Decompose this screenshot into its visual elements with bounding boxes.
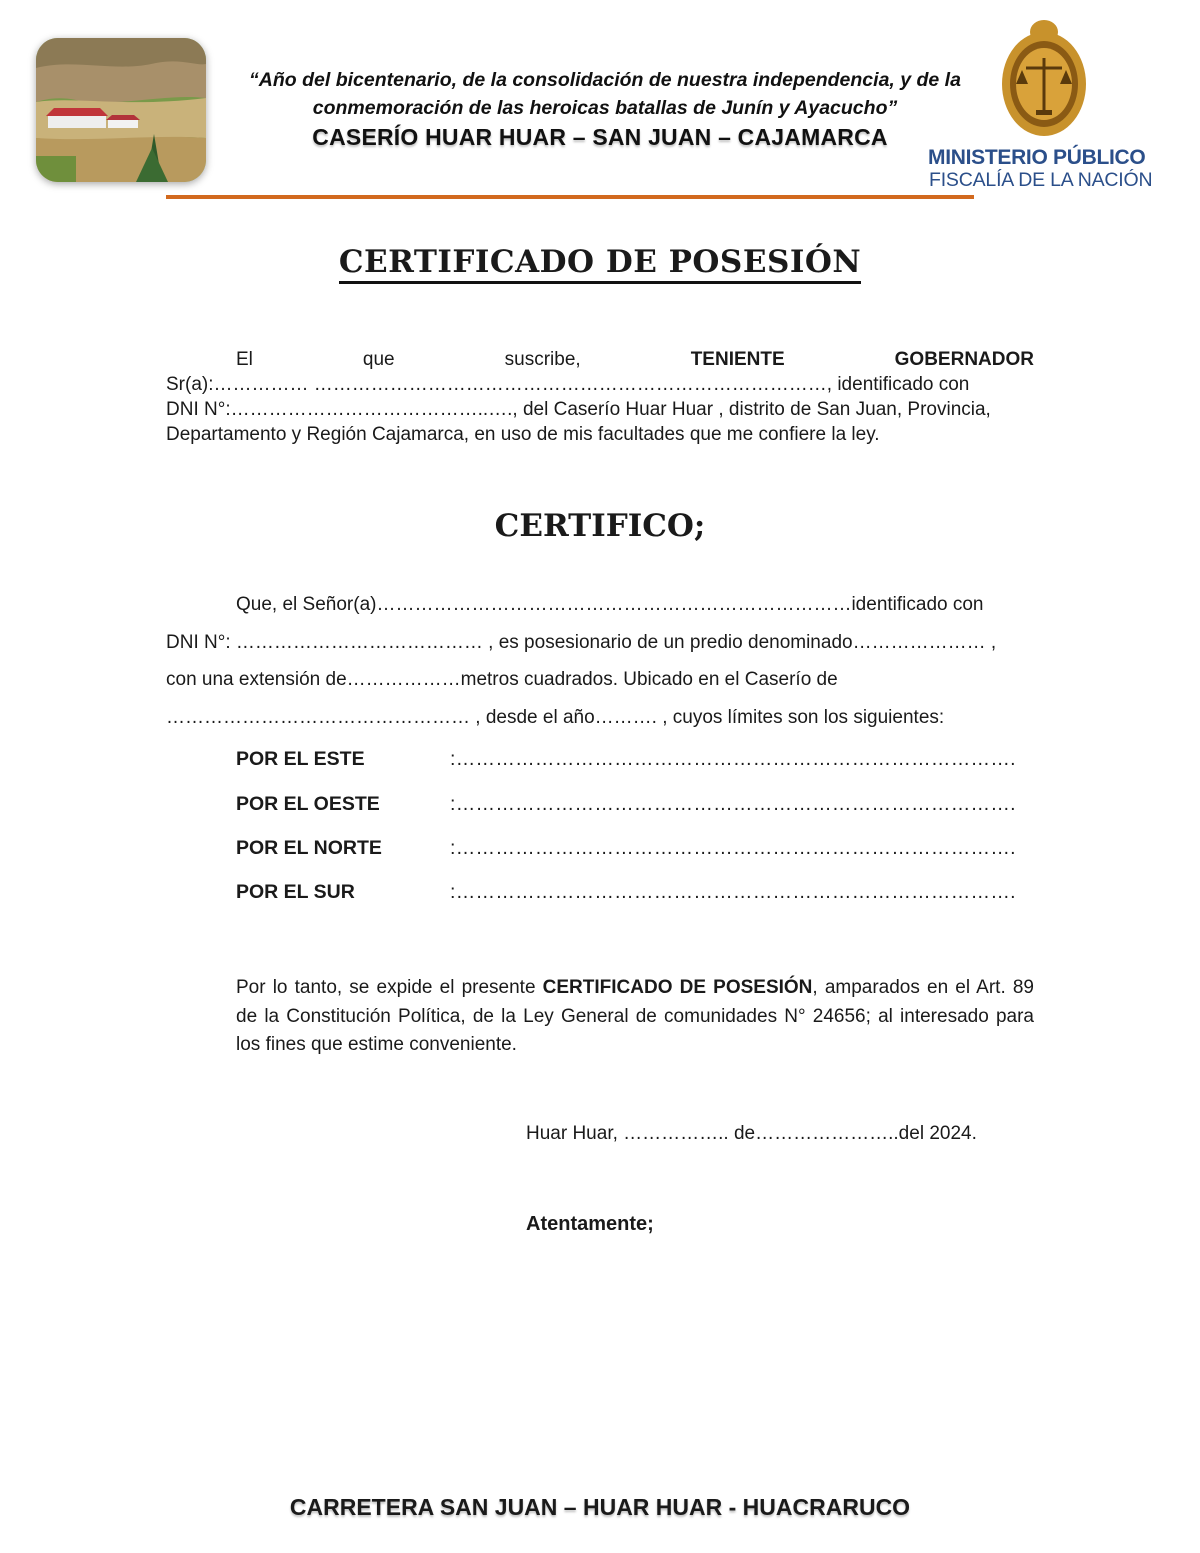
closing-pre: Por lo tanto, se expide el presente: [236, 977, 543, 998]
document-title-text: CERTIFICADO DE POSESIÓN: [339, 244, 861, 284]
year-motto: [205, 66, 1005, 122]
intro-word: suscribe,: [504, 349, 581, 370]
boundary-row-west: [236, 793, 1036, 823]
intro-word-bold: GOBERNADOR: [894, 349, 1034, 370]
ministerio-publico-seal-icon: [998, 14, 1090, 138]
boundary-row-east: [236, 748, 1036, 778]
date-line: Huar Huar, …………….. de…………………..del 2024.: [526, 1123, 977, 1144]
intro-paragraph: [166, 347, 1034, 447]
certifico-heading: CERTIFICO;: [494, 508, 706, 544]
intro-line-4: Departamento y Región Cajamarca, en uso de mis facultades que me confiere la ley.: [166, 424, 880, 445]
intro-line-3: DNI N°:…………………………………..…., del Caserío Huar Huar , distrito de San Juan, Provincia,: [166, 399, 991, 420]
boundary-label: POR EL OESTE: [236, 793, 380, 815]
intro-word: que: [362, 349, 395, 370]
boundary-row-north: [236, 837, 1036, 867]
closing-bold: CERTIFICADO DE POSESIÓN: [542, 977, 813, 998]
closing-text: [166, 974, 1034, 1060]
boundary-label: POR EL SUR: [236, 881, 355, 903]
boundary-label: POR EL NORTE: [236, 837, 382, 859]
footer-address: CARRETERA SAN JUAN – HUAR HUAR - HUACRARUCO: [289, 1494, 911, 1520]
motto-line-2: conmemoración de las heroicas batallas de Junín y Ayacucho”: [312, 97, 898, 119]
certify-line-2: DNI N°: ………………………………… , es posesionario de un predio denominado………………… ,: [166, 631, 997, 653]
boundary-blank: :………………………………………………………………………….: [450, 881, 1016, 903]
regards: Atentamente;: [526, 1213, 654, 1235]
org-subtitle: FISCALÍA DE LA NACIÓN: [929, 169, 1153, 191]
boundary-blank: :………………………………………………………………………….: [450, 793, 1016, 815]
village-landscape-photo: [36, 38, 206, 182]
place-heading: CASERÍO HUAR HUAR – SAN JUAN – CAJAMARCA: [312, 124, 888, 150]
intro-line-2: Sr(a):…………… ………………………………………………………………………, identificado con: [166, 374, 970, 395]
certify-line-1: Que, el Señor(a)…………………………………………………………………identificado con: [236, 594, 984, 615]
intro-word-bold: TENIENTE: [690, 349, 785, 370]
header-divider: [166, 195, 974, 199]
boundary-row-south: [236, 881, 1036, 911]
org-name: MINISTERIO PÚBLICO: [928, 146, 1146, 169]
closing-paragraph: [166, 974, 1034, 1060]
certify-line-4: ………………………………………… , desde el año………. , cuyos límites son los siguientes:: [166, 706, 945, 728]
boundary-blank: :………………………………………………………………………….: [450, 748, 1016, 770]
document-title: [0, 244, 1200, 280]
certify-paragraph: [166, 586, 1034, 736]
boundary-label: POR EL ESTE: [236, 748, 365, 770]
intro-word: El: [236, 349, 253, 370]
motto-line-1: “Año del bicentenario, de la consolidación de nuestra independencia, y de la: [249, 69, 961, 91]
closing-post: , amparados en el Art. 89 de la Constitución Política, de la Ley General de comunidades N° 24656; al interesado para los fines que estime conveniente.: [236, 977, 1034, 1055]
intro-line-1: [166, 347, 1034, 372]
boundary-blank: :………………………………………………………………………….: [450, 837, 1016, 859]
certify-line-3: con una extensión de………………metros cuadrados. Ubicado en el Caserío de: [166, 669, 838, 690]
